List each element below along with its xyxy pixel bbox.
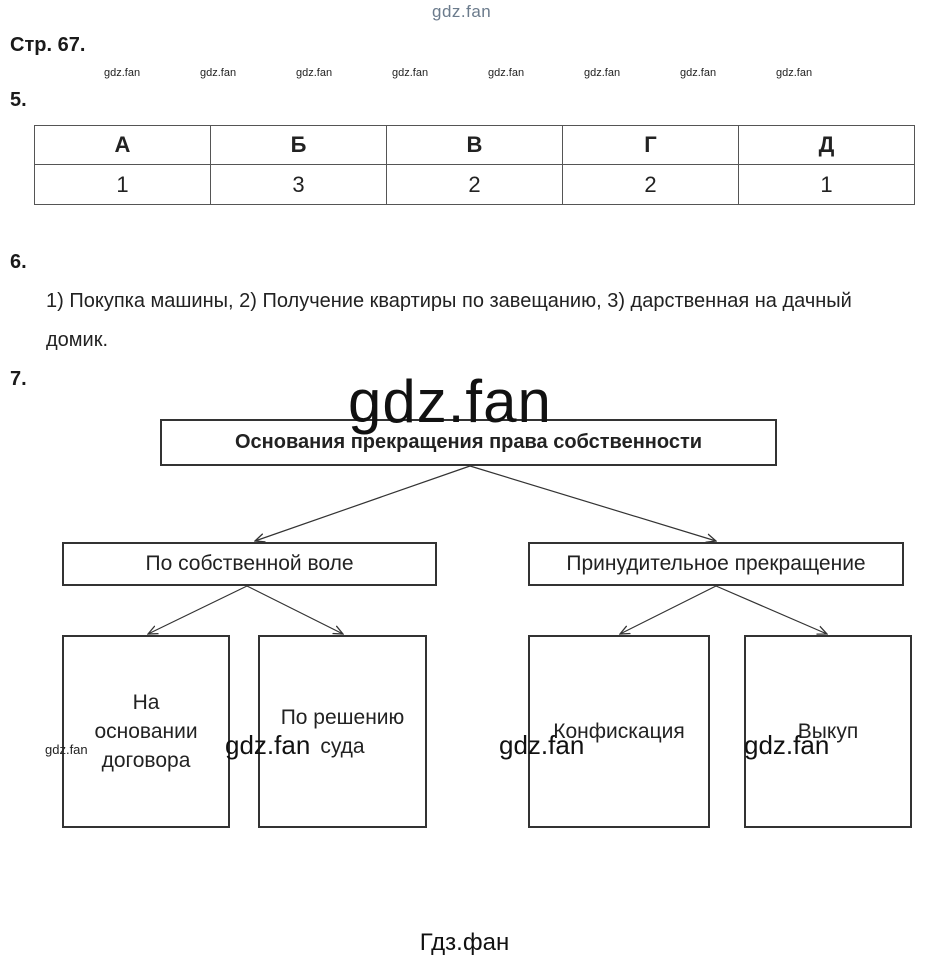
diagram-box-court: По решению суда [258,635,427,828]
table-cell: 3 [211,165,387,205]
arrow-left-child2 [247,586,343,634]
watermark-small: gdz.fan [776,67,813,79]
table-header-cell: А [35,126,211,165]
arrow-right-child1 [620,586,716,634]
task6-answer: 1) Покупка машины, 2) Получение квартиры по завещанию, 3) дарственная на дачный домик. [46,290,852,351]
arrow-right-child2 [716,586,827,634]
watermark-small: gdz.fan [45,742,88,757]
table-cell: 2 [563,165,739,205]
watermark-large: gdz.fan [348,368,552,435]
table-header-cell: Г [563,126,739,165]
diagram-box-forced: Принудительное прекращение [528,542,904,586]
table-header-cell: Б [211,126,387,165]
diagram-box-confiscation: Конфискация [528,635,710,828]
watermark-small: gdz.fan [488,67,525,79]
table-cell: 1 [739,165,915,205]
watermark-small: gdz.fan [680,67,717,79]
task6-number: 6. [10,251,27,273]
watermark-top: gdz.fan [432,2,492,21]
watermark-medium: gdz.fan [225,730,311,760]
table-cell: 1 [35,165,211,205]
watermark-small: gdz.fan [104,67,141,79]
task7-number: 7. [10,368,27,390]
watermark-medium: gdz.fan [499,730,585,760]
footer-text: Гдз.фан [419,929,510,956]
watermark-medium: gdz.fan [744,730,830,760]
table-header-cell: Д [739,126,915,165]
arrow-root-right [470,466,716,541]
watermark-small: gdz.fan [584,67,621,79]
table-cell: 2 [387,165,563,205]
diagram-box-voluntary: По собственной воле [62,542,437,586]
watermark-small: gdz.fan [392,67,429,79]
table-header-cell: В [387,126,563,165]
watermark-small: gdz.fan [200,67,237,79]
diagram-box-buyout: Выкуп [744,635,912,828]
arrow-left-child1 [148,586,247,634]
page-label: Стр. 67. [10,34,86,56]
arrow-root-left [255,466,470,541]
task5-number: 5. [10,89,27,111]
watermark-small: gdz.fan [296,67,333,79]
diagram-box-contract: На основании договора [62,635,230,828]
diagram-root-box: Основания прекращения права собственности [160,419,777,466]
